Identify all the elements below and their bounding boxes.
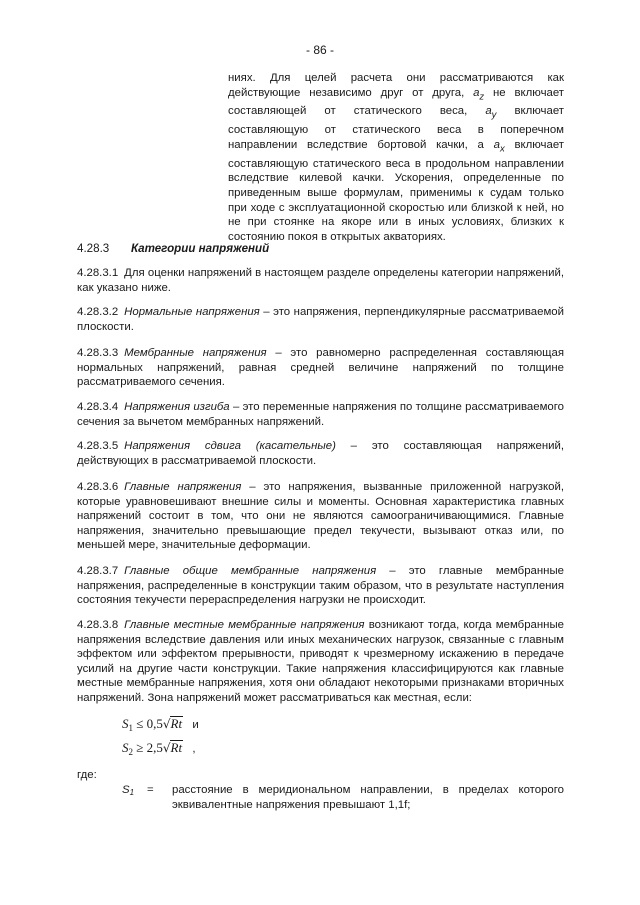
intro-text: ниях. Для целей расчета они рассматриваются как действующие независимо друг от друга,: [228, 72, 564, 99]
intro-text: включает составляющую от статического веса в поперечном направлении вследствие бортовой качки, а: [228, 105, 564, 151]
accel-symbol-z: $a_z$: [473, 86, 485, 102]
paragraph: [77, 439, 564, 468]
paragraph-term: Напряжения сдвига (касательные): [124, 440, 336, 452]
paragraph-term: Нормальные напряжения: [124, 306, 260, 318]
formula-line: $S_1 \le 0,5√Rt$ и: [122, 716, 199, 733]
paragraph-number: 4.28.3.8: [77, 619, 119, 631]
section-number: 4.28.3: [77, 242, 110, 255]
paragraph: [77, 564, 564, 608]
where-label: где:: [77, 769, 97, 781]
paragraph: [77, 346, 564, 390]
definition-text: расстояние в меридиональном направлении, в пределах которого эквивалентные напряжения превышают 1,1f;: [172, 784, 564, 811]
paragraph-text: Для оценки напряжений в настоящем разделе определены категории напряжений, как указано ниже.: [77, 267, 564, 294]
intro-paragraph: [228, 71, 564, 244]
paragraph: [77, 305, 564, 334]
paragraph-text: – это равномерно распределенная составляющая нормальных напряжений, равная средней величине напряжений по толщине рассматриваемого сечения.: [77, 347, 564, 389]
definition-equals: =: [147, 784, 154, 796]
paragraph-text: – это главные мембранные напряжения, распределенные в конструкции таким образом, что в результате наступления состояния текучести перераспределения нагрузки не происходит.: [77, 565, 564, 607]
paragraph-term: Главные местные мембранные напряжения: [124, 619, 365, 631]
paragraph-number: 4.28.3.7: [77, 565, 119, 577]
paragraph-text: возникают тогда, когда мембранные напряжения вследствие давления или иных механических нагрузок, связанные с главным эффектом или эффектом прерывности, приводят к чрезмерному искажению в передаче усилий на другие части конструкции. Такие напряжения классифицируются как главные местные мембранные напряжения, хотя они обладают некоторыми признаками вторичных напряжений. Зона напряжений может рассматриваться как местная, если:: [77, 619, 564, 704]
paragraph: [77, 618, 564, 706]
paragraph-text: – это напряжения, перпендикулярные рассматриваемой плоскости.: [77, 306, 564, 333]
paragraph-term: Мембранные напряжения: [124, 347, 267, 359]
definition-symbol: $S_1$: [122, 784, 135, 797]
accel-symbol-y: $a_y$: [485, 105, 497, 121]
paragraph-term: Главные общие мембранные напряжения: [124, 565, 377, 577]
accel-symbol-x: $a_x$: [493, 138, 505, 155]
paragraph-text: – это напряжения, вызванные приложенной нагрузкой, которые уравновешивают внешние силы и моменты. Основная характеристика главных напряжений состоит в том, что они не являются самоограничивающимися. Главные напряжения, значительно превышающие предел текучести, вызывают отказ или, по меньшей мере, значительные деформации.: [77, 481, 564, 552]
paragraph-number: 4.28.3.3: [77, 347, 119, 359]
intro-text: не включает составляющей от статического веса,: [228, 86, 565, 118]
intro-text: включает составляющую статического веса в продольном направлении вследствие килевой качки. Ускорения, определенные по приведенным выше формулам, применимы к судам только при ходе с эксплуатационной скоростью или близкой к ней, но не при стоянке на якоре или в иных условиях, близких к состоянию покоя в открытых акваториях.: [228, 138, 564, 243]
paragraph: [77, 266, 564, 295]
section-heading: [77, 242, 269, 257]
page-number: - 86 -: [305, 43, 334, 57]
paragraph: [77, 480, 564, 553]
formula-block: [122, 714, 199, 762]
paragraph-term: Главные напряжения: [124, 481, 242, 493]
formula-line: $S_2 \ge 2,5√Rt$ ,: [122, 740, 196, 757]
paragraph-number: 4.28.3.2: [77, 306, 119, 318]
paragraph: [77, 400, 564, 429]
paragraph-number: 4.28.3.6: [77, 481, 119, 493]
paragraph-number: 4.28.3.4: [77, 401, 119, 413]
paragraph-term: Напряжения изгиба: [124, 401, 230, 413]
section-title: Категории напряжений: [131, 242, 270, 255]
paragraph-text: – это составляющая напряжений, действующих в рассматриваемой плоскости.: [77, 440, 564, 467]
paragraph-number: 4.28.3.1: [77, 267, 119, 279]
paragraph-text: – это переменные напряжения по толщине рассматриваемого сечения за вычетом мембранных напряжений.: [77, 401, 565, 428]
paragraph-number: 4.28.3.5: [77, 440, 119, 452]
